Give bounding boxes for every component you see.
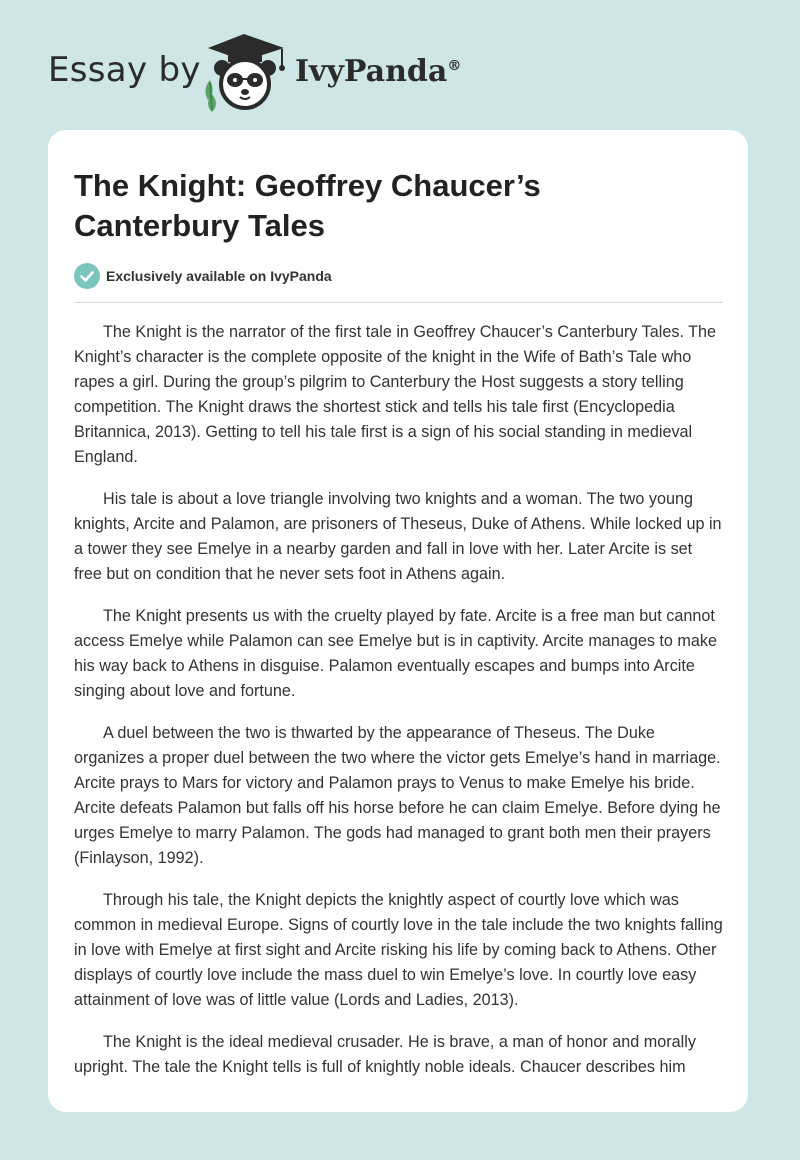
divider bbox=[74, 302, 723, 303]
paragraph: The Knight is the ideal medieval crusader. He is brave, a man of honor and morally upright. The tale the Knight tells is full of knightly noble ideals. Chaucer describes him bbox=[74, 1033, 696, 1076]
paragraph: Through his tale, the Knight depicts the knightly aspect of courtly love which was common in medieval Europe. Signs of courtly love in the tale include the two knights falling in love with Emelye at first sight and Arcite risking his life by coming back to Athens. Other displays of courtly love include the mass duel to win Emelye’s love. In courtly love easy attainment of love was of little value (Lords and Ladies, 2013). bbox=[74, 891, 723, 1009]
essay-body bbox=[74, 320, 724, 1097]
page-title: The Knight: Geoffrey Chaucer’s Canterbury Tales bbox=[74, 168, 541, 243]
panda-logo-icon[interactable] bbox=[198, 28, 294, 112]
paragraph: His tale is about a love triangle involving two knights and a woman. The two young knights, Arcite and Palamon, are prisoners of Theseus, Duke of Athens. While locked up in a tower they see Emelye in a nearby garden and fall in love with her. Later Arcite is set free but on condition that he never sets foot in Athens again. bbox=[74, 490, 722, 583]
badge-label: Exclusively available on IvyPanda bbox=[106, 268, 332, 284]
paragraph: The Knight presents us with the cruelty played by fate. Arcite is a free man but cannot access Emelye while Palamon can see Emelye but is in captivity. Arcite manages to make his way back to Athens in disguise. Palamon eventually escapes and bumps into Arcite singing about love and fortune. bbox=[74, 607, 717, 700]
paragraph: The Knight is the narrator of the first tale in Geoffrey Chaucer’s Canterbury Tales. The Knight’s character is the complete opposite of the knight in the Wife of Bath’s Tale who rapes a girl. During the group’s pilgrim to Canterbury the Host suggests a story telling competition. The Knight draws the shortest stick and tells his tale first (Encyclopedia Britannica, 2013). Getting to tell his tale first is a sign of his social standing in medieval England. bbox=[74, 323, 717, 466]
site-header bbox=[0, 0, 800, 125]
paragraph: A duel between the two is thwarted by the appearance of Theseus. The Duke organizes a proper duel between the two where the victor gets Emelye’s hand in marriage. Arcite prays to Mars for victory and Palamon prays to Venus to make Emelye his bride. Arcite defeats Palamon but falls off his horse before he can claim Emelye. Before dying he urges Emelye to marry Palamon. The gods had managed to grant both men their prayers (Finlayson, 1992). bbox=[74, 724, 721, 867]
exclusive-badge bbox=[74, 263, 332, 289]
brand-prefix: Essay by bbox=[48, 50, 201, 90]
essay-card bbox=[48, 130, 748, 1112]
brand-name[interactable]: IvyPanda® bbox=[295, 54, 462, 89]
registered-mark: ® bbox=[447, 58, 462, 74]
check-icon bbox=[74, 263, 100, 289]
